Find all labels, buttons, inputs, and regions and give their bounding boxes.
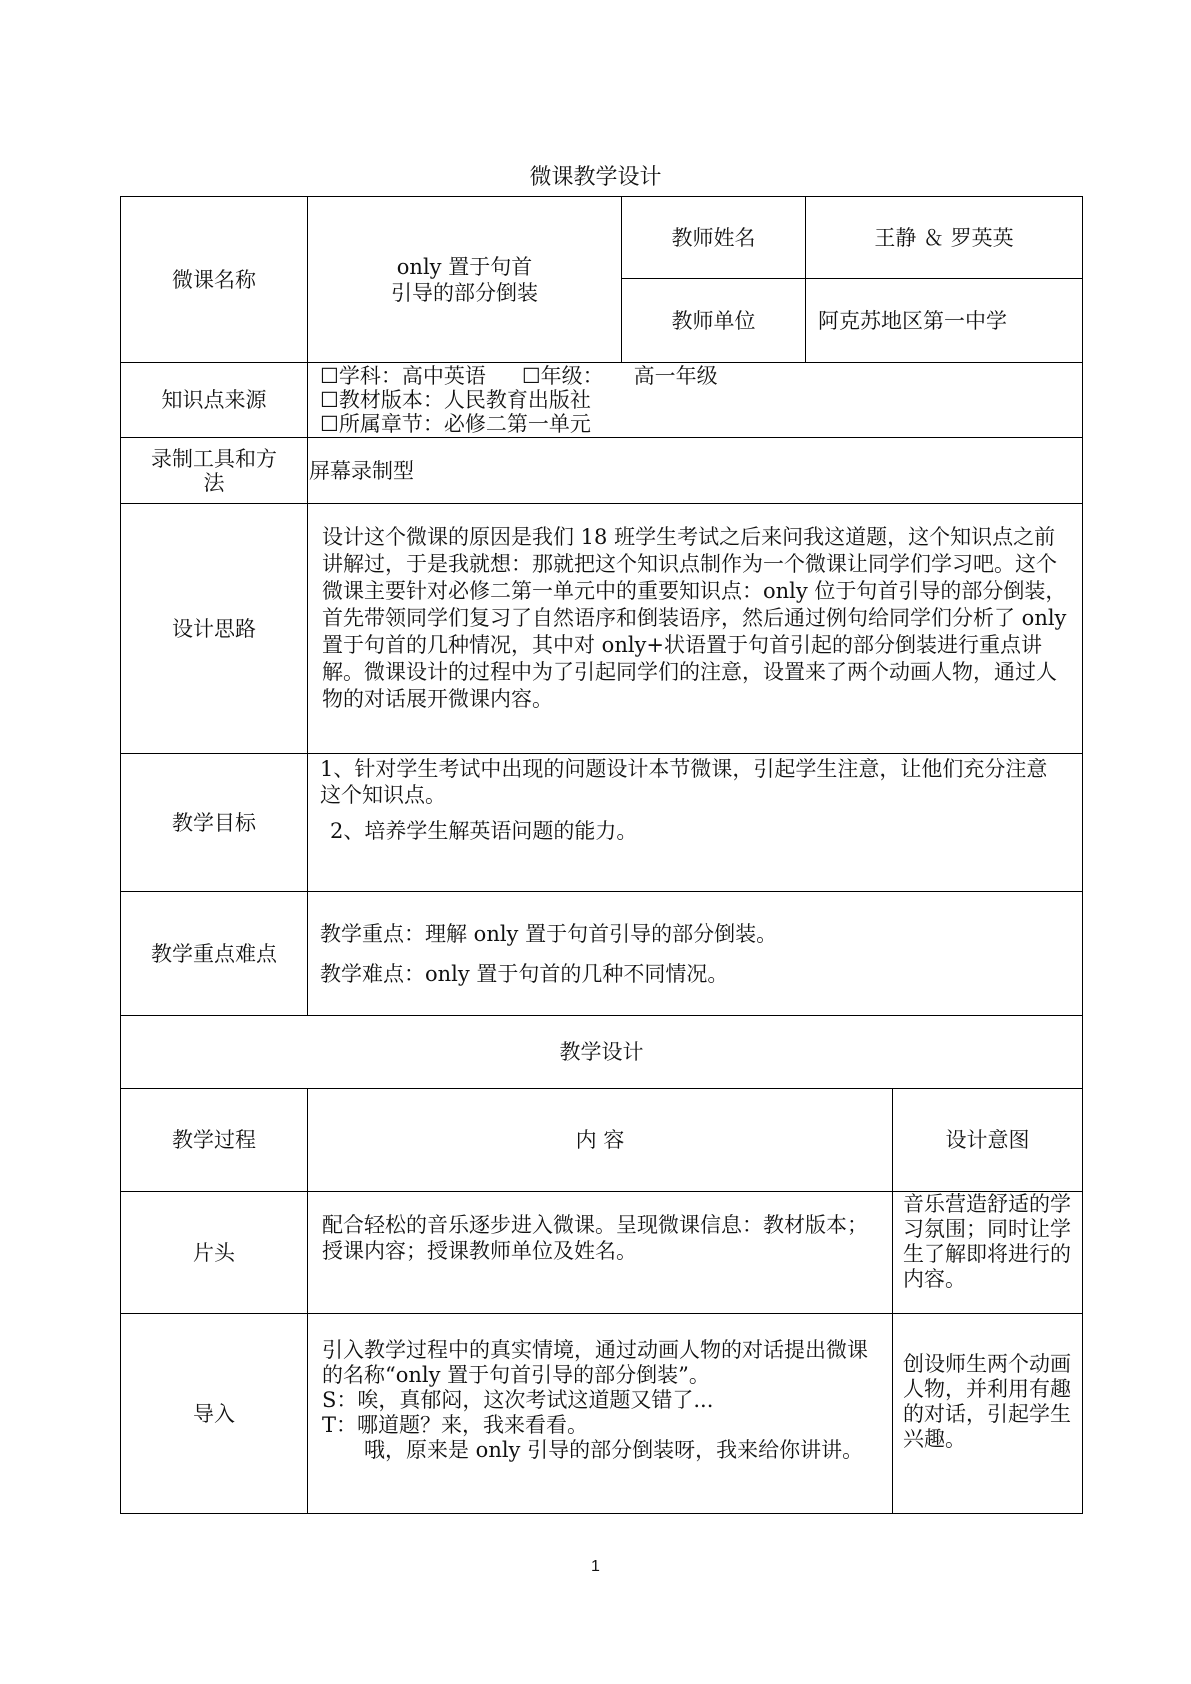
design-label: 设计思路 xyxy=(121,504,308,754)
design-text: 设计这个微课的原因是我们 18 班学生考试之后来问我这道题，这个知识点之前讲解过，于是我就想：那就把这个知识点制作为一个微课让同学们学习吧。这个微课主要针对必修二第一单元中的重要知识点：only 位于句首引导的部分倒装，首先带领同学们复习了自然语序和倒装语序，然后通过例句给同学们分析了 only 置于句首的几种情况，其中对 only+状语置于句首引起的部分倒装进行重点讲解。微课设计的过程中为了引起同学们的注意，设置来了两个动画人物，通过人物的对话展开微课内容。 xyxy=(308,504,1083,754)
content-line: 配合轻松的音乐逐步进入微课。呈现微课信息：教材版本；授课内容；授课教师单位及姓名。 xyxy=(322,1213,868,1263)
goal-2: 2、培养学生解英语问题的能力。 xyxy=(330,819,638,843)
header-content: 内 容 xyxy=(308,1089,893,1192)
goals-label: 教学目标 xyxy=(121,754,308,892)
tools-label-line2: 法 xyxy=(203,470,225,495)
content-cell xyxy=(308,1314,893,1514)
source-grade: ☐年级： xyxy=(521,364,604,388)
goals-value xyxy=(308,754,1083,892)
page-number: 1 xyxy=(591,1558,600,1575)
keypoint-text: 教学重点：理解 only 置于句首引导的部分倒装。 xyxy=(320,921,778,946)
lesson-design-table xyxy=(120,196,1083,1514)
teacher-unit-value: 阿克苏地区第一中学 xyxy=(806,279,1083,363)
course-name-label: 微课名称 xyxy=(121,197,308,363)
tools-label-line1: 录制工具和方 xyxy=(151,446,277,471)
course-name-value xyxy=(308,197,622,363)
course-name-line1: only 置于句首 xyxy=(396,254,533,279)
header-intent: 设计意图 xyxy=(893,1089,1083,1192)
goal-1: 1、针对学生考试中出现的问题设计本节微课，引起学生注意，让他们充分注意这个知识点。 xyxy=(320,757,1048,807)
source-label: 知识点来源 xyxy=(121,363,308,438)
content-line: S：唉，真郁闷，这次考试这道题又错了... xyxy=(322,1388,714,1412)
source-grade-value: 高一年级 xyxy=(633,364,718,388)
keypoints-label: 教学重点难点 xyxy=(121,892,308,1016)
course-name-line2: 引导的部分倒装 xyxy=(391,280,538,305)
teacher-name-label: 教师姓名 xyxy=(622,197,806,279)
source-value xyxy=(308,363,1083,438)
table-row xyxy=(121,1314,1083,1514)
tools-value: 屏幕录制型 xyxy=(308,438,1083,504)
content-line: T：哪道题？来，我来看看。 xyxy=(322,1413,589,1437)
source-line-1 xyxy=(320,364,1072,388)
source-subject: ☐学科：高中英语 xyxy=(320,364,486,388)
design-section-title: 教学设计 xyxy=(121,1016,1083,1089)
teacher-name-value: 王静 ＆ 罗英英 xyxy=(806,197,1083,279)
stage-cell: 片头 xyxy=(121,1192,308,1314)
content-cell xyxy=(308,1192,893,1314)
content-line: 哦，原来是 only 引导的部分倒装呀，我来给你讲讲。 xyxy=(322,1438,864,1462)
source-line-3: ☐所属章节：必修二第一单元 xyxy=(320,412,591,436)
stage-cell: 导入 xyxy=(121,1314,308,1514)
document-title: 微课教学设计 xyxy=(529,165,662,190)
keypoints-value xyxy=(308,892,1083,1016)
intent-cell: 音乐营造舒适的学习氛围；同时让学生了解即将进行的内容。 xyxy=(893,1192,1083,1314)
content-line: 引入教学过程中的真实情境，通过动画人物的对话提出微课的名称“only 置于句首引导的部分倒装”。 xyxy=(322,1338,868,1387)
tools-label xyxy=(121,438,308,504)
table-row xyxy=(121,1192,1083,1314)
difficulty-text: 教学难点：only 置于句首的几种不同情况。 xyxy=(320,961,729,986)
teacher-unit-label: 教师单位 xyxy=(622,279,806,363)
source-line-2: ☐教材版本：人民教育出版社 xyxy=(320,388,591,412)
intent-cell: 创设师生两个动画人物，并利用有趣的对话，引起学生兴趣。 xyxy=(893,1314,1083,1514)
header-process: 教学过程 xyxy=(121,1089,308,1192)
